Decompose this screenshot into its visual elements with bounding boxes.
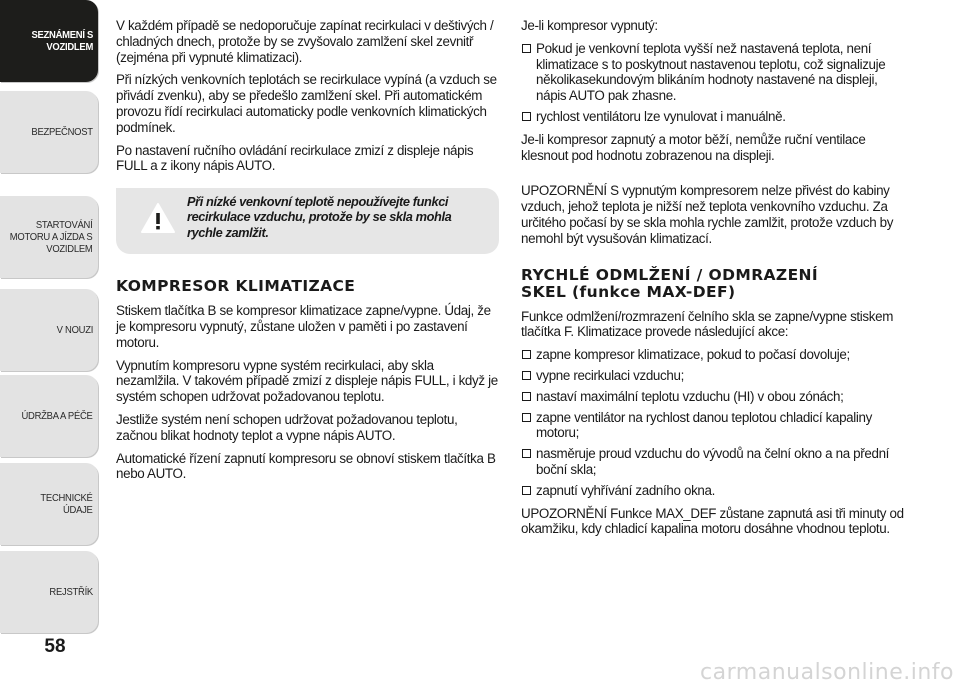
tab-label: STARTOVÁNÍ MOTORU A JÍZDA S VOZIDLEM <box>9 219 93 255</box>
bullet-list <box>521 41 907 125</box>
list-item <box>521 483 907 499</box>
page-number: 58 <box>44 636 66 657</box>
tab-label: ÚDRŽBA A PÉČE <box>21 410 93 422</box>
left-column <box>116 18 499 482</box>
paragraph: Při nízkých venkovních teplotách se recirkulace vypíná (a vzduch se přivádí zvenku), aby se předešlo zamlžení skel. Při automatickém provozu řídí recirkulaci automaticky podle venkovních klimatických podmínek. <box>116 72 497 135</box>
list-item-text: Pokud je venkovní teplota vyšší než nastavená teplota, není klimatizace s to poskytnout nastavenou teplotu, což signalizuje několikasekundovým blikáním hodnoty nastavené na displeji, nápis AUTO pak zhasne. <box>536 40 886 104</box>
section-heading <box>521 267 907 301</box>
square-bullet-icon <box>522 371 531 380</box>
heading-part: funkce <box>579 282 641 301</box>
square-bullet-icon <box>522 413 531 422</box>
list-item <box>521 446 907 478</box>
right-column <box>521 18 907 537</box>
list-item-text: rychlost ventilátoru lze vynulovat i manuálně. <box>536 108 786 124</box>
chapter-sidebar <box>0 0 101 636</box>
square-bullet-icon <box>522 350 531 359</box>
warning-triangle-icon <box>140 202 176 234</box>
tab-rejstrik[interactable] <box>0 551 98 633</box>
section-heading: KOMPRESOR KLIMATIZACE <box>116 277 356 296</box>
list-item-text: nasměruje proud vzduchu do vývodů na čelní okno a na přední boční skla; <box>536 446 890 477</box>
square-bullet-icon <box>522 486 531 495</box>
list-item <box>521 389 907 405</box>
tab-startovani[interactable] <box>0 196 98 278</box>
list-item <box>521 109 907 125</box>
paragraph: V každém případě se nedoporučuje zapínat recirkulaci v deštivých / chladných dnech, protože by se zvyšovalo zamlžení skel zevnitř (zejména při vypnuté klimatizaci). <box>116 18 494 65</box>
paragraph: Po nastavení ručního ovládání recirkulace zmizí z displeje nápis FULL a z ikony nápis AUTO. <box>116 142 474 174</box>
tab-label: BEZPEČNOST <box>31 126 93 138</box>
warning-text: Při nízké venkovní teplotě nepoužívejte funkci recirkulace vzduchu, protože by se skla mohla rychle zamlžit. <box>187 194 452 240</box>
tab-seznameni-s-vozidlem[interactable] <box>0 0 98 82</box>
watermark-text: carmanualsonline.info <box>700 660 954 685</box>
list-item <box>521 41 907 104</box>
tab-v-nouzi[interactable] <box>0 289 98 371</box>
heading-line: RYCHLÉ ODMLŽENÍ / ODMRAZENÍ <box>521 265 819 284</box>
heading-part: SKEL ( <box>521 282 580 301</box>
bullet-list <box>521 347 907 498</box>
paragraph: Je-li kompresor vypnutý: <box>521 18 658 33</box>
tab-label: REJSTŘÍK <box>49 586 93 598</box>
paragraph: Je-li kompresor zapnutý a motor běží, nemůže ruční ventilace klesnout pod hodnotu zobrazenou na displeji. <box>521 131 866 163</box>
tab-label: V NOUZI <box>56 324 93 336</box>
warning-box <box>116 188 499 254</box>
tab-label: TECHNICKÉ ÚDAJE <box>40 492 93 516</box>
list-item <box>521 347 907 363</box>
square-bullet-icon <box>522 112 531 121</box>
list-item-text: vypne recirkulaci vzduchu; <box>536 367 684 383</box>
list-item-text: zapne ventilátor na rychlost danou teplotou chladicí kapaliny motoru; <box>536 409 872 441</box>
paragraph: UPOZORNĚNÍ Funkce MAX_DEF zůstane zapnutá asi tři minuty od okamžiku, kdy chladicí kapalina motoru dosáhne vhodnou teplotu. <box>521 505 904 537</box>
tab-bezpecnost[interactable] <box>0 91 98 173</box>
square-bullet-icon <box>522 44 531 53</box>
list-item-text: zapne kompresor klimatizace, pokud to počasí dovoluje; <box>536 347 850 363</box>
tab-technicke-udaje[interactable] <box>0 463 98 545</box>
list-item-text: zapnutí vyhřívání zadního okna. <box>536 482 715 498</box>
paragraph: Jestliže systém není schopen udržovat požadovanou teplotu, začnou blikat hodnoty teplot a vypne nápis AUTO. <box>116 411 458 443</box>
paragraph: Automatické řízení zapnutí kompresoru se obnoví stiskem tlačítka B nebo AUTO. <box>116 450 496 482</box>
paragraph: Vypnutím kompresoru vypne systém recirkulaci, aby skla nezamlžila. V takovém případě zmizí z displeje nápis FULL, i když je systém schopen udržovat požadovanou teplotu. <box>116 357 498 405</box>
heading-part: MAX-DEF) <box>640 282 736 301</box>
paragraph: Funkce odmlžení/rozmrazení čelního skla se zapne/vypne stiskem tlačítka F. Klimatizace provede následující akce: <box>521 308 894 340</box>
list-item-text: nastaví maximální teplotu vzduchu (HI) v obou zónách; <box>536 388 844 404</box>
paragraph: Stiskem tlačítka B se kompresor klimatizace zapne/vypne. Údaj, že je kompresoru vypnutý, zůstane uložen v paměti i po zastavení motoru. <box>116 303 491 350</box>
paragraph: UPOZORNĚNÍ S vypnutým kompresorem nelze přivést do kabiny vzduch, jehož teplota je nižší než teplota venkovního vzduchu. Za určitého počasí by se skla mohla rychle zamlžit, protože vzduch by nemohl být vysušován klimatizací. <box>521 183 894 246</box>
list-item <box>521 368 907 384</box>
list-item <box>521 410 907 442</box>
square-bullet-icon <box>522 392 531 401</box>
square-bullet-icon <box>522 449 531 458</box>
tab-udrzba-a-pece[interactable] <box>0 375 98 457</box>
tab-label: SEZNÁMENÍ S VOZIDLEM <box>30 29 93 53</box>
